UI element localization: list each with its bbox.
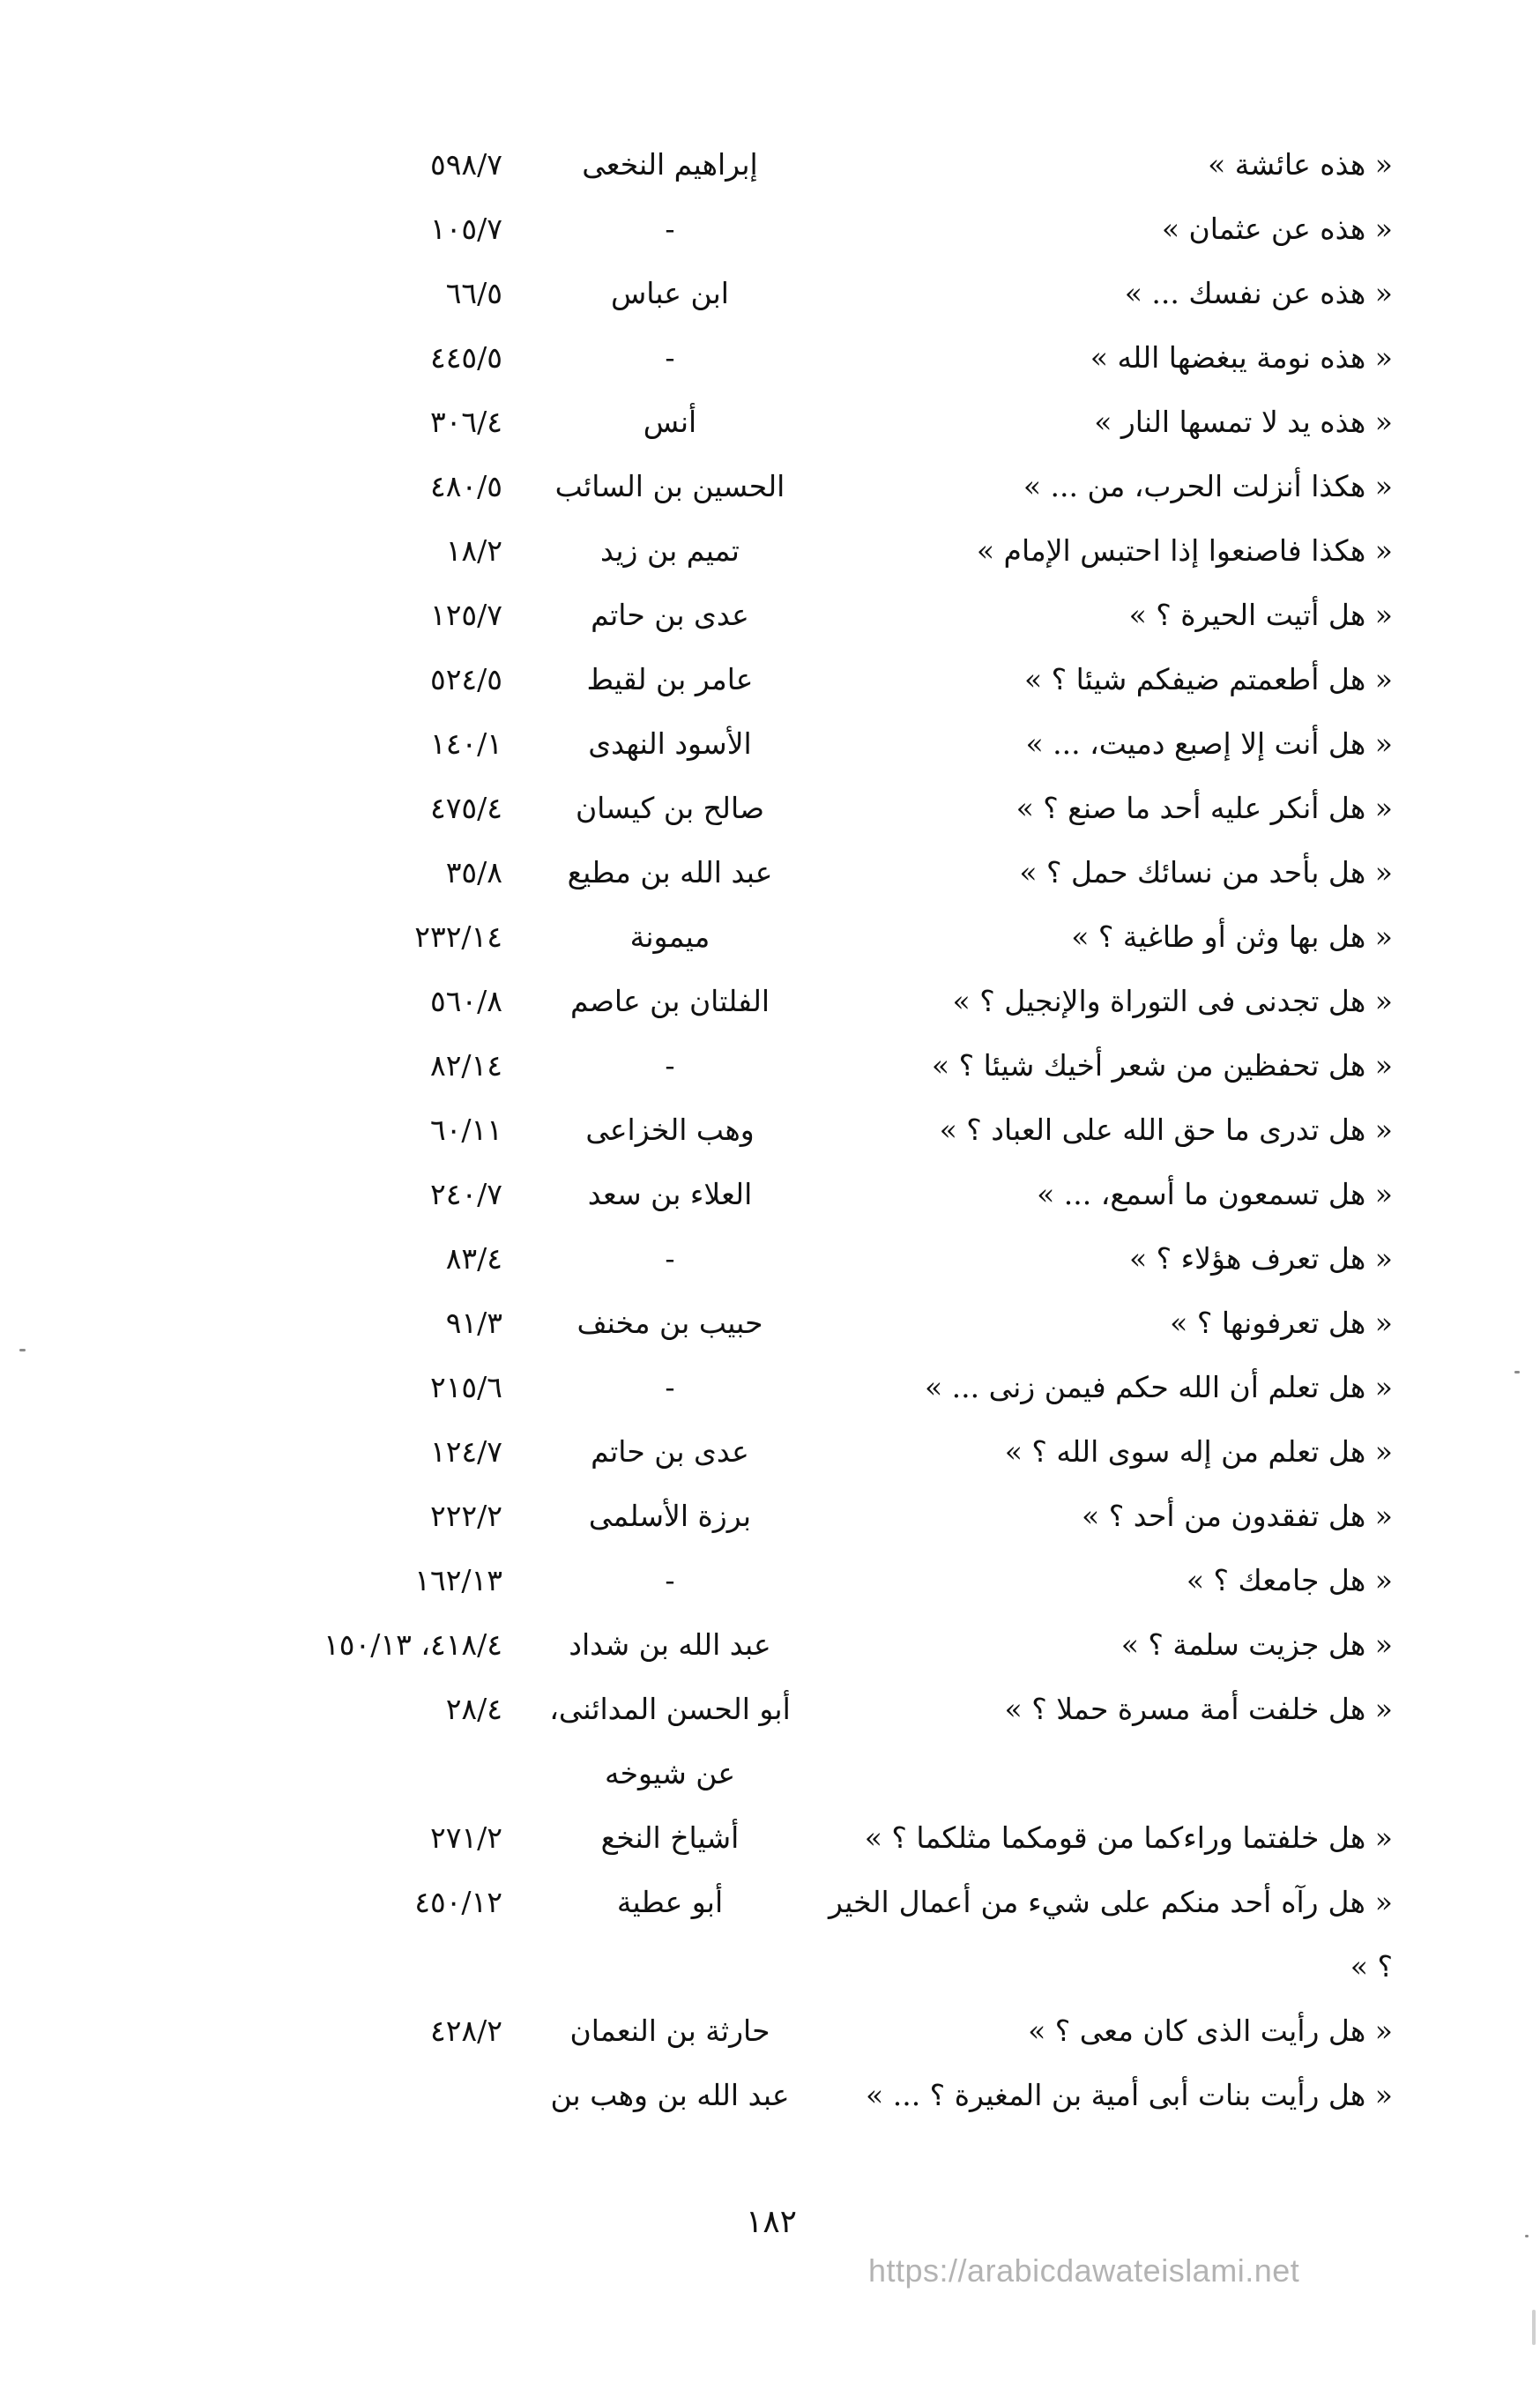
narrator-name: تميم بن زيد (600, 533, 740, 568)
volume-page-reference: ١٢٥/٧ (429, 598, 502, 632)
narrator-name: أشياخ النخع (600, 1820, 740, 1855)
narrator-name: حبيب بن مخنف (577, 1306, 763, 1340)
narrator-name: برزة الأسلمى (588, 1499, 752, 1533)
index-row (256, 1033, 1393, 1098)
index-row (256, 1870, 1393, 1999)
index-row (256, 261, 1393, 325)
index-row (256, 2063, 1393, 2127)
volume-page-reference: ٣٥/٨ (445, 855, 502, 890)
narrator-name: ابن عباس (611, 276, 729, 310)
hadith-quote: « هل أطعمتم ضيفكم شيئا ؟ » (1023, 662, 1393, 696)
index-row (256, 1484, 1393, 1548)
index-row (256, 1677, 1393, 1805)
index-row (256, 1162, 1393, 1226)
narrator-name: أبو عطية (616, 1885, 724, 1919)
index-row (256, 1098, 1393, 1162)
hadith-quote: « هل أنكر عليه أحد ما صنع ؟ » (1016, 791, 1393, 825)
hadith-quote: « هل أنت إلا إصبع دميت، ... » (1025, 726, 1393, 761)
hadith-quote: « هل تعلم من إله سوى الله ؟ » (1004, 1434, 1393, 1469)
narrator-name: عدى بن حاتم (591, 598, 749, 632)
narrator-name: إبراهيم النخعى (582, 147, 758, 182)
volume-page-reference: ١٨/٢ (445, 533, 502, 568)
narrator-name: عبد الله بن مطيع (567, 855, 773, 890)
hadith-quote: « هذه يد لا تمسها النار » (1094, 405, 1393, 439)
narrator-name: - (665, 212, 675, 246)
volume-page-reference: ٩١/٣ (445, 1306, 502, 1340)
volume-page-reference: ٥٩٨/٧ (429, 147, 502, 182)
index-row (256, 647, 1393, 711)
volume-page-reference: ٥٢٤/٥ (429, 662, 502, 696)
narrator-name: - (665, 1370, 675, 1404)
scan-speck (19, 1349, 26, 1351)
scan-speck (1532, 2310, 1536, 2345)
scan-speck (1514, 1371, 1520, 1373)
volume-page-reference: ١٢٤/٧ (429, 1434, 502, 1469)
volume-page-reference: ٤١٨/٤، ١٥٠/١٣ (324, 1627, 502, 1662)
hadith-quote: « هذه عائشة » (1208, 147, 1393, 182)
narrator-name: أبو الحسن المدائنى، عن شيوخه (549, 1692, 791, 1790)
hadith-quote: « هل تفقدون من أحد ؟ » (1082, 1499, 1393, 1533)
volume-page-reference: ١٠٥/٧ (429, 212, 502, 246)
volume-page-reference: ٨٣/٤ (445, 1241, 502, 1276)
volume-page-reference: ٤٤٥/٥ (429, 340, 502, 375)
index-row (256, 776, 1393, 840)
volume-page-reference: ٦٦/٥ (445, 276, 502, 310)
watermark-url: https://arabicdawateislami.net (868, 2252, 1300, 2289)
hadith-quote: « هل رأيت الذى كان معى ؟ » (1028, 2014, 1393, 2048)
hadith-quote: « هل أتيت الحيرة ؟ » (1128, 598, 1393, 632)
narrator-name: صالح بن كيسان (575, 791, 765, 825)
hadith-quote: « هل تحفظين من شعر أخيك شيئا ؟ » (931, 1048, 1393, 1083)
hadith-quote: « هل تعرفونها ؟ » (1170, 1306, 1393, 1340)
volume-page-reference: ٨٢/١٤ (429, 1048, 502, 1083)
volume-page-reference: ٢٢٢/٢ (429, 1499, 502, 1533)
hadith-quote: « هل جامعك ؟ » (1186, 1563, 1393, 1597)
index-row (256, 1355, 1393, 1419)
index-row (256, 1291, 1393, 1355)
volume-page-reference: ١٤٠/١ (429, 726, 502, 761)
index-row (256, 325, 1393, 390)
index-row (256, 711, 1393, 776)
hadith-quote: « هكذا أنزلت الحرب، من ... » (1023, 469, 1393, 503)
volume-page-reference: ٦٠/١١ (429, 1113, 502, 1147)
index-row (256, 197, 1393, 261)
narrator-name: ميمونة (629, 919, 710, 954)
index-row (256, 1226, 1393, 1291)
narrator-name: عبد الله بن وهب بن (550, 2078, 790, 2112)
narrator-name: - (665, 340, 675, 375)
volume-page-reference: ٢١٥/٦ (429, 1370, 502, 1404)
volume-page-reference: ٤٨٠/٥ (429, 469, 502, 503)
volume-page-reference: ٢٣٢/١٤ (414, 919, 502, 954)
narrator-name: أنس (643, 405, 697, 439)
index-row (256, 454, 1393, 518)
volume-page-reference: ٢٤٠/٧ (429, 1177, 502, 1211)
volume-page-reference: ٤٢٨/٢ (429, 2014, 502, 2048)
hadith-quote: « هل بها وثن أو طاغية ؟ » (1071, 919, 1393, 954)
index-row (256, 969, 1393, 1033)
hadith-quote: « هل خلفتما وراءكما من قومكما مثلكما ؟ » (864, 1820, 1393, 1855)
narrator-name: العلاء بن سعد (587, 1177, 753, 1211)
narrator-name: - (665, 1241, 675, 1276)
narrator-name: الأسود النهدى (588, 726, 752, 761)
narrator-name: عبد الله بن شداد (569, 1627, 771, 1662)
hadith-quote: « هل جزيت سلمة ؟ » (1120, 1627, 1393, 1662)
hadith-quote: « هل تعلم أن الله حكم فيمن زنى ... » (924, 1370, 1393, 1404)
volume-page-reference: ٣٠٦/٤ (429, 405, 502, 439)
scan-speck (1525, 2235, 1529, 2237)
narrator-name: - (665, 1563, 675, 1597)
hadith-quote: « هل تجدنى فى التوراة والإنجيل ؟ » (952, 984, 1393, 1018)
hadith-quote: « هذه عن عثمان » (1161, 212, 1393, 246)
index-row (256, 840, 1393, 904)
index-row (256, 518, 1393, 583)
index-row (256, 1548, 1393, 1612)
index-row (256, 1805, 1393, 1870)
narrator-name: الفلتان بن عاصم (569, 984, 770, 1018)
hadith-quote: « هل تسمعون ما أسمع، ... » (1037, 1177, 1393, 1211)
hadith-quote: « هل رأيت بنات أبى أمية بن المغيرة ؟ ... » (866, 2078, 1393, 2112)
hadith-index-table (256, 132, 1393, 2127)
index-row (256, 1419, 1393, 1484)
narrator-name: حارثة بن النعمان (569, 2014, 770, 2048)
index-row (256, 904, 1393, 969)
narrator-name: الحسين بن السائب (554, 469, 785, 503)
narrator-name: عدى بن حاتم (591, 1434, 749, 1469)
volume-page-reference: ١٦٢/١٣ (414, 1563, 502, 1597)
hadith-quote: « هل تعرف هؤلاء ؟ » (1128, 1241, 1393, 1276)
volume-page-reference: ٢٨/٤ (445, 1692, 502, 1726)
narrator-name: عامر بن لقيط (586, 662, 754, 696)
volume-page-reference: ٥٦٠/٨ (429, 984, 502, 1018)
volume-page-reference: ٤٧٥/٤ (429, 791, 502, 825)
index-row (256, 390, 1393, 454)
index-row (256, 1612, 1393, 1677)
index-row (256, 132, 1393, 197)
index-row (256, 1999, 1393, 2063)
volume-page-reference: ٢٧١/٢ (429, 1820, 502, 1855)
narrator-name: - (665, 1048, 675, 1083)
page-number: ١٨٢ (745, 2204, 797, 2240)
hadith-quote: « هل بأحد من نسائك حمل ؟ » (1019, 855, 1393, 890)
hadith-quote: « هذه نومة يبغضها الله » (1090, 340, 1393, 375)
hadith-quote: « هل تدرى ما حق الله على العباد ؟ » (939, 1113, 1393, 1147)
hadith-quote: « هل خلفت أمة مسرة حملا ؟ » (1004, 1692, 1393, 1726)
volume-page-reference: ٤٥٠/١٢ (414, 1885, 502, 1919)
narrator-name: وهب الخزاعى (585, 1113, 755, 1147)
hadith-quote: « هكذا فاصنعوا إذا احتبس الإمام » (976, 533, 1393, 568)
hadith-quote: « هذه عن نفسك ... » (1124, 276, 1393, 310)
hadith-quote: « هل رآه أحد منكم على شيء من أعمال الخير ؟ » (829, 1885, 1393, 1984)
index-row (256, 583, 1393, 647)
